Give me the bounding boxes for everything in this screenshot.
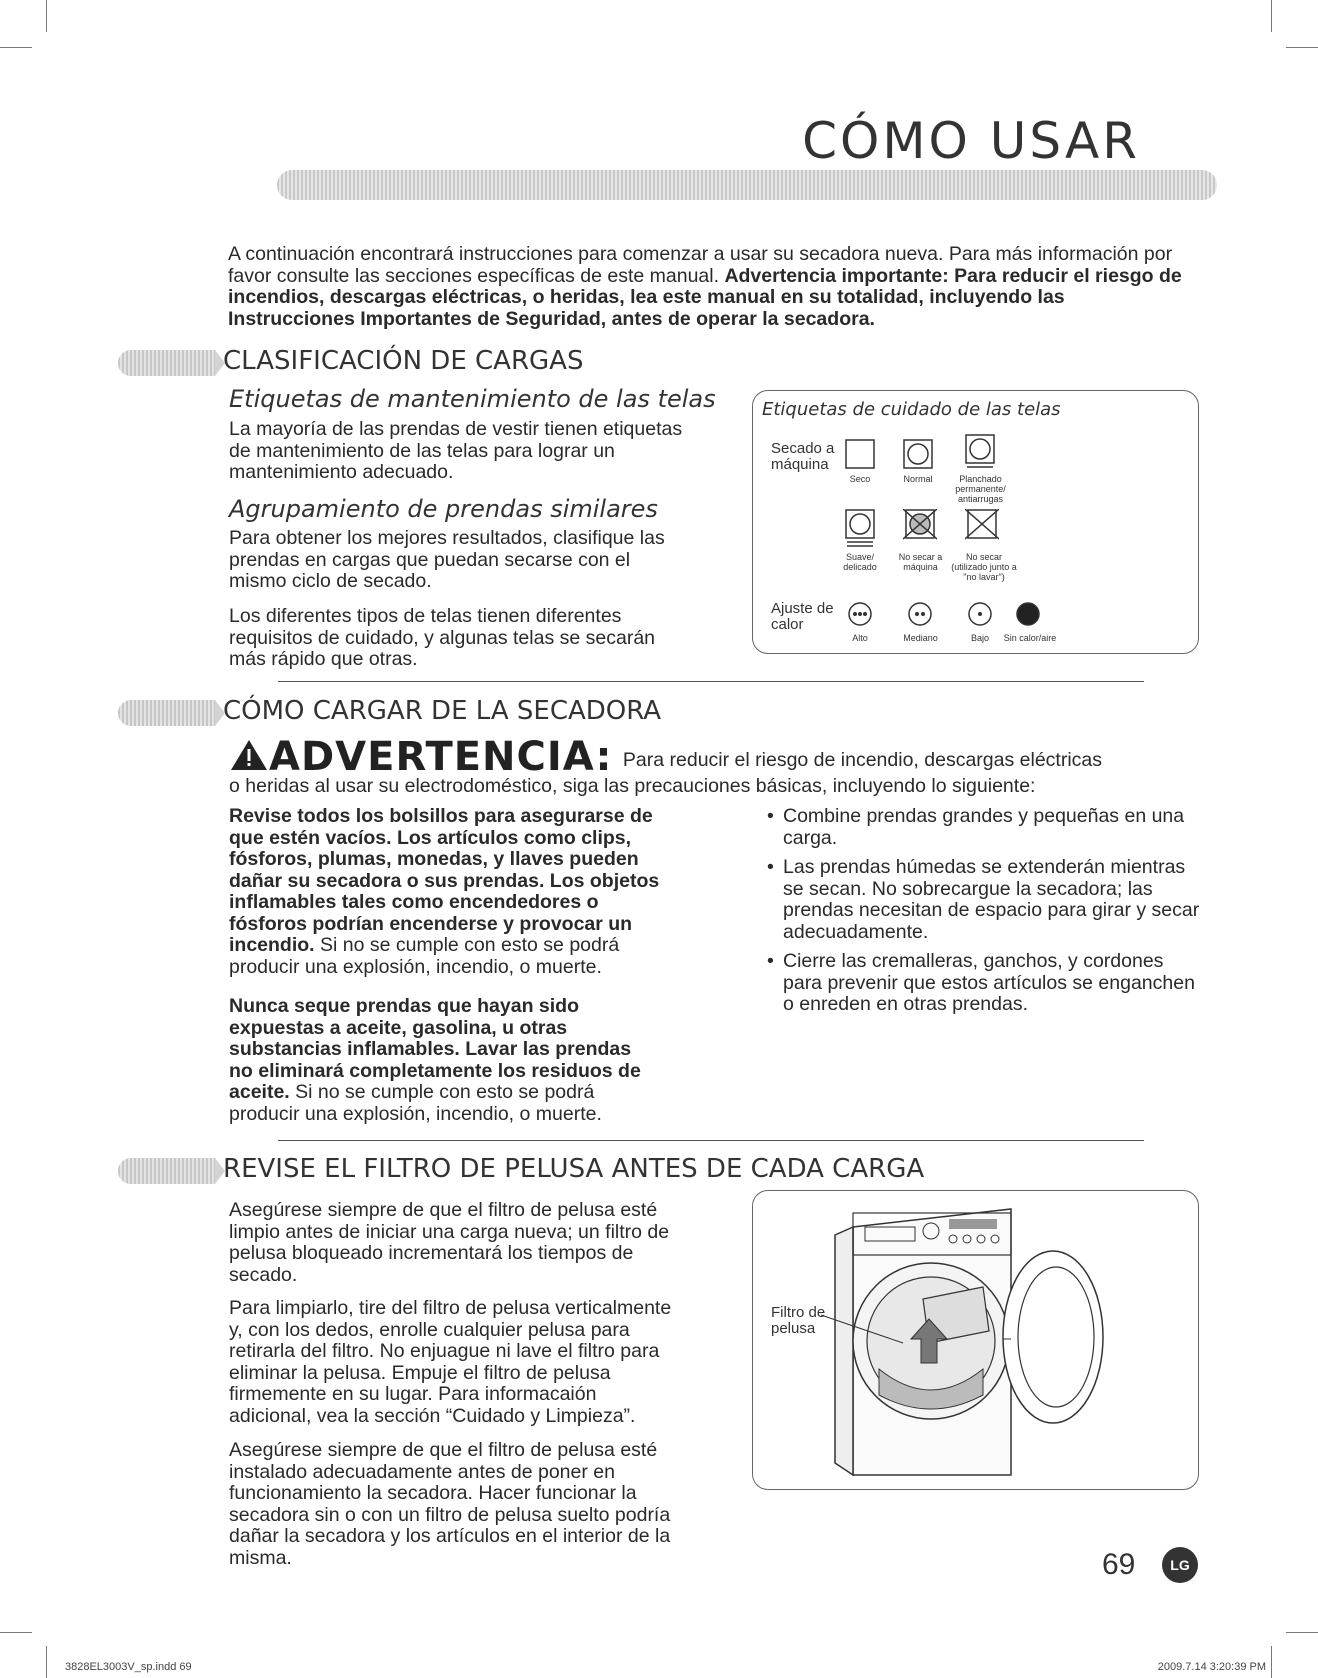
do-not-tumble-dry-icon [903,509,937,546]
warning-text-2: o heridas al usar su electrodoméstico, siga las precauciones básicas, incluyendo lo siguiente: [229,775,1036,797]
care-row1-item: Normal [903,474,933,484]
sorting-para-3 [229,606,684,671]
section-heading-sorting: CLASIFICACIÓN DE CARGAS [223,346,584,376]
care-labels-box [752,390,1199,654]
paragraph: Asegúrese siempre de que el filtro de pelusa esté limpio antes de iniciar una carga nueva; un filtro de pelusa bloqueado incrementará los tiempos de secado. [229,1199,670,1286]
crop-mark [0,47,32,48]
page-number: 69 [1102,1548,1136,1581]
sorting-para-1 [229,419,684,484]
footer-file: 3828EL3003V_sp.indd 69 [65,1661,192,1673]
paragraph: Asegúrese siempre de que el filtro de pelusa esté instalado adecuadamente antes de poner en funcionamiento la secadora. Hacer funcionar la secadora sin o con un filtro de pelusa suelto podría dañar la secadora y los artículos en el interior de la misma. [229,1439,671,1569]
tumble-dry-normal-icon [903,439,933,474]
lg-logo [1162,1547,1198,1583]
dryer-figure-box [752,1190,1199,1490]
care-row2-item: No secar a máquina [898,552,943,572]
care-row1-item: Planchado permanente/ antiarrugas [955,474,1006,504]
loading-left-para-1 [229,806,679,978]
plain-text: Si no se cumple con esto se podrá producir una explosión, incendio, o muerte. [229,934,620,978]
care-row3-item: Mediano [903,633,938,643]
paragraph: La mayoría de las prendas de vestir tienen etiquetas de mantenimiento de las telas para lograr un mantenimiento adecuado. [229,418,683,483]
heat-low-icon [967,601,993,632]
filter-para-1 [229,1200,684,1286]
care-row2-item: No secar (utilizado junto a "no lavar") [951,552,1017,582]
tumble-dry-permanent-press-icon [965,434,995,474]
crop-mark [1271,0,1272,32]
sorting-para-2 [229,528,684,593]
crop-mark [46,0,47,32]
paragraph: Los diferentes tipos de telas tienen diferentes requisitos de cuidado, y algunas telas se secarán más rápido que otras. [229,605,656,670]
care-row3-label: Ajuste de calor [771,600,834,633]
care-row1-item: Seco [849,474,871,484]
intro-warning: Advertencia importante: Para reducir el riesgo de incendios, descargas eléctricas, o heridas, lea este manual en su totalidad, incluyendo las Instrucciones Importantes de Seguridad, antes de operar la secadora. [228,264,1182,330]
warning-word: ADVERTENCIA: [269,734,613,780]
care-row3-item: Sin calor/aire [1003,633,1057,643]
warning-text-2-wrap [229,776,1209,798]
section-heading-filter: REVISE EL FILTRO DE PELUSA ANTES DE CADA CARGA [223,1154,925,1184]
list-item: • Combine prendas grandes y pequeñas en una carga. [765,806,1205,849]
care-row3-item: Alto [852,633,868,643]
subheading-grouping: Agrupamiento de prendas similares [229,495,658,523]
loading-left-para-2 [229,996,649,1125]
heat-high-icon [847,601,873,632]
crop-mark [1286,1632,1318,1633]
warning-line [229,734,1209,780]
plain-text: Si no se cumple con esto se podrá producir una explosión, incendio, o muerte. [229,1081,602,1125]
warning-text-1: Para reducir el riesgo de incendio, descargas eléctricas [622,749,1103,771]
divider [278,1140,1144,1141]
loading-bullets [765,806,1205,1024]
figure-label: Filtro de pelusa [771,1304,826,1337]
page-title: CÓMO USAR [802,112,1140,170]
care-row3-item: Bajo [970,633,989,643]
crop-mark [1286,47,1318,48]
bold-text: Nunca seque prendas que hayan sido expuestas a aceite, gasolina, u otras substancias inflamables. Lavar las prendas no eliminará completamente los residuos de aceite. [229,995,641,1103]
crop-mark [1271,1646,1272,1678]
section-tab [118,350,215,376]
section-tab [118,1158,215,1184]
filter-para-2 [229,1298,684,1427]
divider [278,681,1144,682]
section-heading-loading: CÓMO CARGAR DE LA SECADORA [223,696,662,726]
section-tab [118,700,215,726]
list-item: • Las prendas húmedas se extenderán mientras se secan. No sobrecargue la secadora; las prendas necesitan de espacio para girar y secar adecuadamente. [765,857,1205,943]
intro [228,244,1188,330]
care-row1-label: Secado a máquina [771,440,835,473]
crop-mark [0,1632,32,1633]
heat-medium-icon [907,601,933,632]
intro-text: A continuación encontrará instrucciones para comenzar a usar su secadora nueva. Para más información por favor consulte las secciones específicas de este manual. [228,243,1173,287]
no-heat-icon [1015,601,1041,632]
footer-timestamp: 2009.7.14 3:20:39 PM [1157,1661,1266,1673]
paragraph: Para obtener los mejores resultados, clasifique las prendas en cargas que puedan secarse con el mismo ciclo de secado. [229,527,665,592]
title-bar [277,170,1217,200]
dryer-illustration [753,1191,1198,1494]
bold-text: Revise todos los bolsillos para asegurarse de que estén vacíos. Los artículos como clips, fósforos, plumas, monedas, y llaves pueden dañar su secadora o sus prendas. Los objetos inflamables tales como encendedores o fósforos podrían encenderse y provocar un incendio. [229,805,660,956]
warning-icon [229,738,269,777]
tumble-dry-delicate-icon [845,509,875,552]
do-not-dry-icon [965,509,999,546]
paragraph: Para limpiarlo, tire del filtro de pelusa verticalmente y, con los dedos, enrolle cualquier pelusa para retirarla del filtro. No enjuague ni lave el filtro para eliminar la pelusa. Empuje el filtro de pelusa firmemente en su lugar. Para informacaión adicional, vea la sección “Cuidado y Limpieza”. [229,1297,672,1427]
subheading-care-labels: Etiquetas de mantenimiento de las telas [229,385,716,413]
care-box-title: Etiquetas de cuidado de las telas [762,399,1061,420]
care-row2-item: Suave/ delicado [843,552,877,572]
logo-text: LG [1170,1557,1190,1573]
filter-para-3 [229,1440,684,1569]
crop-mark [46,1646,47,1678]
list-item: • Cierre las cremalleras, ganchos, y cordones para prevenir que estos artículos se enganchen o enreden en otras prendas. [765,951,1205,1016]
tumble-dry-icon [845,439,875,474]
